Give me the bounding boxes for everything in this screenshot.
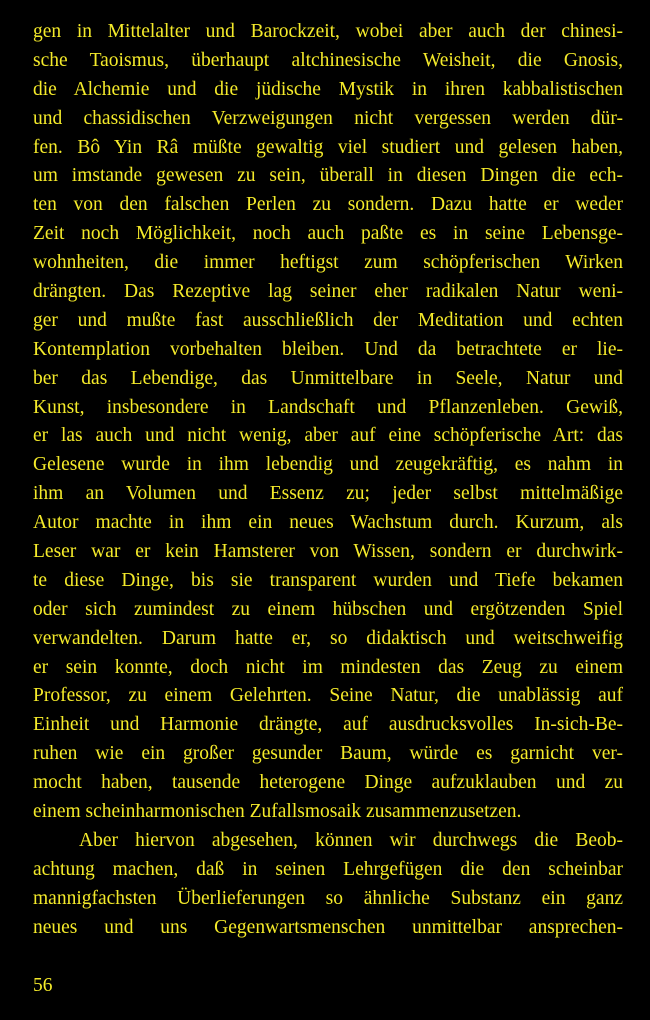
text-line: drängten. Das Rezeptive lag seiner eher radikalen Natur weni- [33,281,623,303]
text-line: Einheit und Harmonie drängte, auf ausdrucksvolles In-sich-Be- [33,714,623,736]
text-line: ber das Lebendige, das Unmittelbare in Seele, Natur und [33,367,623,389]
text-line: er las auch und nicht wenig, aber auf eine schöpferische Art: das [33,425,623,447]
text-line: Professor, zu einem Gelehrten. Seine Natur, die unablässig auf [33,685,623,707]
text-line: Aber hiervon abgesehen, können wir durchwegs die Beob- [79,829,623,851]
text-line: mannigfachsten Überlieferungen so ähnliche Substanz ein ganz [33,887,623,909]
text-line: Kunst, insbesondere in Landschaft und Pflanzenleben. Gewiß, [33,396,623,418]
text-line: wohnheiten, die immer heftigst zum schöpferischen Wirken [33,252,623,274]
text-line: einem scheinharmonischen Zufallsmosaik zusammenzusetzen. [33,801,522,823]
text-line: te diese Dinge, bis sie transparent wurden und Tiefe bekamen [33,569,623,591]
text-line: die Alchemie und die jüdische Mystik in ihren kabbalistischen [33,78,623,100]
text-line: Gelesene wurde in ihm lebendig und zeugekräftig, es nahm in [33,454,623,476]
text-line: verwandelten. Darum hatte er, so didaktisch und weitschweifig [33,627,623,649]
text-line: und chassidischen Verzweigungen nicht vergessen werden dür- [33,107,623,129]
text-line: achtung machen, daß in seinen Lehrgefügen die den scheinbar [33,858,623,880]
text-line: fen. Bô Yin Râ müßte gewaltig viel studiert und gelesen haben, [33,136,623,158]
text-line: sche Taoismus, überhaupt altchinesische Weisheit, die Gnosis, [33,49,623,71]
text-line: neues und uns Gegenwartsmenschen unmittelbar ansprechen- [33,916,623,938]
text-line: gen in Mittelalter und Barockzeit, wobei aber auch der chinesi- [33,21,623,42]
text-line: ger und mußte fast ausschließlich der Meditation und echten [33,309,623,331]
text-line: um imstande gewesen zu sein, überall in diesen Dingen die ech- [33,165,623,187]
text-line: er sein konnte, doch nicht im mindesten das Zeug zu einem [33,656,623,678]
text-line: mocht haben, tausende heterogene Dinge aufzuklauben und zu [33,772,623,794]
text-line: ten von den falschen Perlen zu sondern. Dazu hatte er weder [33,194,623,216]
page-number: 56 [33,975,53,996]
text-line: ihm an Volumen und Essenz zu; jeder selbst mittelmäßige [33,483,623,505]
text-line: Autor machte in ihm ein neues Wachstum durch. Kurzum, als [33,512,623,534]
text-line: oder sich zumindest zu einem hübschen und ergötzenden Spiel [33,598,623,620]
text-line: Kontemplation vorbehalten bleiben. Und da betrachtete er lie- [33,338,623,360]
text-line: ruhen wie ein großer gesunder Baum, würde es garnicht ver- [33,743,623,765]
text-line: Leser war er kein Hamsterer von Wissen, sondern er durchwirk- [33,541,623,563]
body-text [33,18,623,943]
text-line: Zeit noch Möglichkeit, noch auch paßte es in seine Lebensge- [33,223,623,245]
